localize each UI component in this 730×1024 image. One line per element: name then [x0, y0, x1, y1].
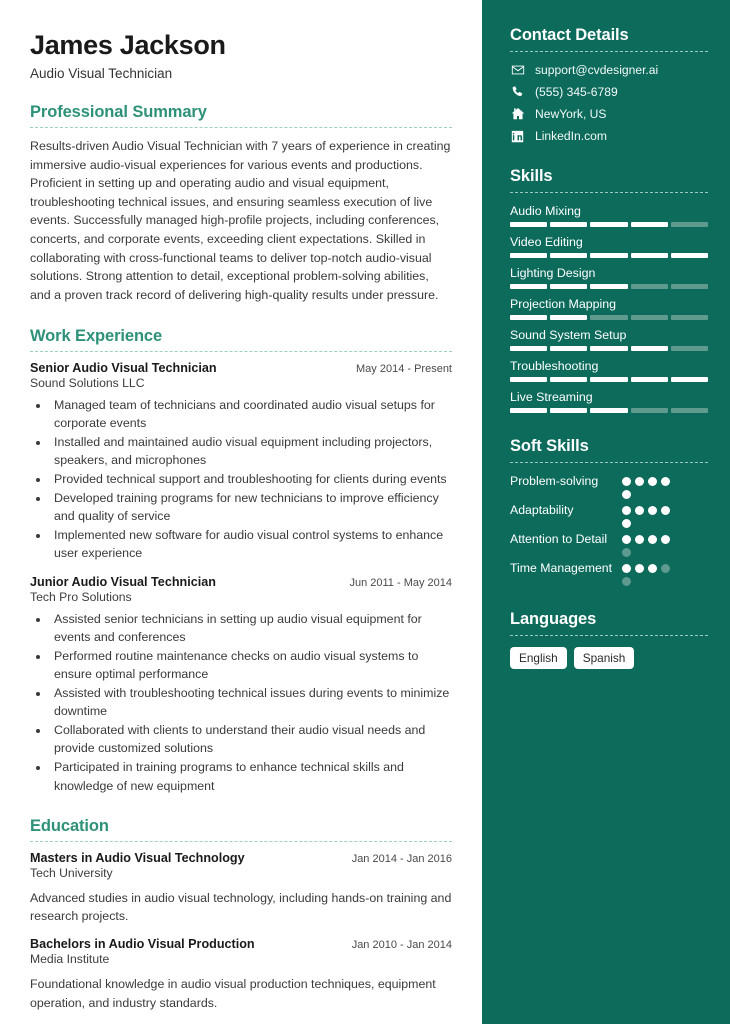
skill-item — [510, 204, 708, 227]
skill-segment — [631, 253, 668, 258]
rating-dot — [622, 577, 631, 586]
skill-segment — [550, 284, 587, 289]
sidebar-heading-languages: Languages — [510, 610, 597, 628]
entry-organization: Media Institute — [30, 952, 110, 967]
entry-organization: Sound Solutions LLC — [30, 375, 145, 390]
sidebar-divider — [510, 635, 708, 636]
soft-skill-label: Time Management — [510, 561, 613, 575]
skill-segment — [631, 284, 668, 289]
skill-segment — [550, 222, 587, 227]
soft-skill-label: Problem-solving — [510, 474, 599, 488]
sidebar — [482, 0, 730, 1024]
sidebar-section-languages — [510, 610, 708, 669]
skill-item — [510, 266, 708, 289]
skill-label: Video Editing — [510, 235, 583, 249]
skill-segment — [631, 222, 668, 227]
section-education — [30, 817, 452, 1012]
contact-text: NewYork, US — [535, 107, 607, 121]
entry-bullet: • Managed team of technicians and coordinated audio visual setups for corporate events — [50, 396, 452, 432]
entry-bullet: • Provided technical support and troubleshooting for clients during events — [50, 470, 452, 488]
soft-skill-rating — [622, 474, 680, 499]
rating-dot — [622, 519, 631, 528]
skill-item — [510, 390, 708, 413]
skill-segment — [590, 284, 627, 289]
soft-skill-rating — [622, 561, 680, 586]
work-entry — [30, 361, 452, 563]
entry-header-row — [30, 937, 452, 951]
section-heading: Education — [30, 816, 109, 835]
education-entry-list — [30, 851, 452, 1012]
rating-dot — [635, 506, 644, 515]
envelope-icon — [510, 63, 525, 77]
contact-item[interactable] — [510, 85, 708, 99]
section-heading: Work Experience — [30, 326, 163, 345]
education-entry — [30, 851, 452, 926]
entry-bullet: • Implemented new software for audio visual control systems to enhance user experience — [50, 526, 452, 562]
entry-date: May 2014 - Present — [356, 362, 452, 375]
entry-description: Advanced studies in audio visual technology, including hands-on training and research projects. — [30, 890, 452, 923]
skill-segment — [510, 408, 547, 413]
contact-item[interactable] — [510, 129, 708, 143]
skill-segment — [631, 377, 668, 382]
rating-dot — [622, 535, 631, 544]
contact-item[interactable] — [510, 63, 708, 77]
entry-title: Junior Audio Visual Technician — [30, 574, 216, 589]
entry-date: Jan 2010 - Jan 2014 — [351, 939, 452, 952]
entry-bullet: • Installed and maintained audio visual equipment including projectors, speakers, and microphones — [50, 433, 452, 469]
entry-date: Jun 2011 - May 2014 — [349, 576, 452, 589]
soft-skill-item — [510, 474, 708, 499]
skill-segment — [510, 284, 547, 289]
sidebar-section-contact — [510, 26, 708, 143]
skill-item — [510, 359, 708, 382]
skill-segment — [510, 377, 547, 382]
entry-bullet-list — [30, 610, 452, 795]
skill-segment — [590, 253, 627, 258]
candidate-job-title: Audio Visual Technician — [30, 66, 173, 82]
page-title — [30, 30, 452, 81]
entry-bullet: • Developed training programs for new technicians to improve efficiency and quality of service — [50, 489, 452, 525]
section-divider — [30, 127, 452, 128]
entry-header-row — [30, 575, 452, 589]
rating-dot — [661, 477, 670, 486]
soft-skill-item — [510, 532, 708, 557]
rating-dot — [635, 564, 644, 573]
entry-title: Masters in Audio Visual Technology — [30, 850, 245, 865]
rating-dot — [648, 477, 657, 486]
sidebar-heading-skills: Skills — [510, 167, 553, 185]
skill-segment — [550, 346, 587, 351]
skill-label: Sound System Setup — [510, 328, 627, 342]
skill-segment — [671, 377, 708, 382]
entry-header-row — [30, 851, 452, 865]
contact-text: support@cvdesigner.ai — [535, 63, 659, 77]
skill-label: Projection Mapping — [510, 297, 617, 311]
home-icon — [510, 107, 525, 121]
skill-level-bar — [510, 284, 708, 289]
rating-dot — [635, 477, 644, 486]
skill-segment — [671, 346, 708, 351]
rating-dot — [622, 477, 631, 486]
entry-bullet: • Collaborated with clients to understand their audio visual needs and provide customized solutions — [50, 721, 452, 757]
skill-level-bar — [510, 253, 708, 258]
candidate-name: James Jackson — [30, 30, 226, 60]
sidebar-section-skills — [510, 167, 708, 413]
skills-list — [510, 204, 708, 413]
skill-segment — [631, 408, 668, 413]
skill-segment — [510, 315, 547, 320]
entry-description: Foundational knowledge in audio visual production techniques, equipment operation, and industry standards. — [30, 977, 436, 1010]
rating-dot — [661, 535, 670, 544]
skill-segment — [590, 346, 627, 351]
entry-bullet: • Participated in training programs to enhance technical skills and knowledge of new equipment — [50, 758, 452, 794]
contact-text: (555) 345-6789 — [535, 85, 618, 99]
contact-item[interactable] — [510, 107, 708, 121]
summary-text: Results-driven Audio Visual Technician with 7 years of experience in creating immersive audio-visual experiences for various events and productions. Proficient in setting up and operating audio and visual equipment, troubleshooting technical issues, and ensuring seamless execution of live events. Successfully managed high-profile projects, including conferences, concerts, and corporate events, exceeding client expectations. Skilled in collaborating with cross-functional teams to deliver top-notch audio-visual solutions. Strong attention to detail, exceptional problem-solving abilities, and a proven track record of delivering high-quality results under pressure. — [30, 139, 451, 302]
skill-level-bar — [510, 377, 708, 382]
section-heading: Professional Summary — [30, 103, 207, 122]
skill-level-bar — [510, 346, 708, 351]
sidebar-section-soft-skills — [510, 437, 708, 586]
skill-segment — [590, 315, 627, 320]
skill-segment — [631, 346, 668, 351]
skill-segment — [590, 408, 627, 413]
sidebar-divider — [510, 51, 708, 52]
rating-dot — [648, 506, 657, 515]
soft-skill-item — [510, 561, 708, 586]
skill-item — [510, 235, 708, 258]
skill-segment — [510, 346, 547, 351]
section-divider — [30, 841, 452, 842]
rating-dot — [635, 535, 644, 544]
entry-bullet: • Assisted senior technicians in setting up audio visual equipment for events and conferences — [50, 610, 452, 646]
soft-skill-rating — [622, 503, 680, 528]
sidebar-heading-contact: Contact Details — [510, 26, 629, 44]
skill-segment — [550, 315, 587, 320]
entry-title: Senior Audio Visual Technician — [30, 360, 217, 375]
entry-header-row — [30, 361, 452, 375]
skill-segment — [550, 377, 587, 382]
work-entry-list — [30, 361, 452, 795]
rating-dot — [622, 506, 631, 515]
skill-label: Troubleshooting — [510, 359, 599, 373]
language-chip-list — [510, 647, 708, 669]
skill-segment — [510, 222, 547, 227]
phone-icon — [510, 85, 525, 99]
entry-organization: Tech Pro Solutions — [30, 589, 132, 604]
contact-list — [510, 63, 708, 143]
entry-date: Jan 2014 - Jan 2016 — [351, 852, 452, 865]
skill-segment — [631, 315, 668, 320]
rating-dot — [622, 490, 631, 499]
soft-skill-label: Adaptability — [510, 503, 574, 517]
language-chip[interactable]: Spanish — [574, 647, 635, 669]
skill-segment — [590, 222, 627, 227]
rating-dot — [648, 564, 657, 573]
section-professional-summary — [30, 103, 452, 304]
work-entry — [30, 575, 452, 795]
rating-dot — [661, 564, 670, 573]
skill-segment — [550, 408, 587, 413]
skill-segment — [510, 253, 547, 258]
sidebar-divider — [510, 192, 708, 193]
skill-segment — [671, 408, 708, 413]
rating-dot — [661, 506, 670, 515]
rating-dot — [622, 548, 631, 557]
soft-skills-list — [510, 474, 708, 586]
rating-dot — [622, 564, 631, 573]
entry-bullet: • Assisted with troubleshooting technical issues during events to minimize downtime — [50, 684, 452, 720]
section-divider — [30, 351, 452, 352]
skill-label: Lighting Design — [510, 266, 596, 280]
sidebar-divider — [510, 462, 708, 463]
rating-dot — [648, 535, 657, 544]
education-entry — [30, 937, 452, 1012]
linkedin-icon — [510, 130, 525, 143]
contact-text: LinkedIn.com — [535, 129, 607, 143]
entry-bullet-list — [30, 396, 452, 563]
skill-segment — [590, 377, 627, 382]
soft-skill-item — [510, 503, 708, 528]
language-chip[interactable]: English — [510, 647, 567, 669]
skill-segment — [550, 253, 587, 258]
section-work-experience — [30, 327, 452, 795]
entry-title: Bachelors in Audio Visual Production — [30, 937, 255, 952]
soft-skill-label: Attention to Detail — [510, 532, 608, 546]
skill-level-bar — [510, 315, 708, 320]
skill-segment — [671, 284, 708, 289]
skill-segment — [671, 222, 708, 227]
skill-level-bar — [510, 222, 708, 227]
entry-bullet: • Performed routine maintenance checks on audio visual systems to ensure optimal performance — [50, 647, 452, 683]
sidebar-heading-soft-skills: Soft Skills — [510, 437, 589, 455]
skill-label: Live Streaming — [510, 390, 593, 404]
skill-level-bar — [510, 408, 708, 413]
skill-segment — [671, 315, 708, 320]
skill-segment — [671, 253, 708, 258]
soft-skill-rating — [622, 532, 680, 557]
entry-organization: Tech University — [30, 865, 113, 880]
skill-item — [510, 328, 708, 351]
skill-item — [510, 297, 708, 320]
skill-label: Audio Mixing — [510, 204, 581, 218]
